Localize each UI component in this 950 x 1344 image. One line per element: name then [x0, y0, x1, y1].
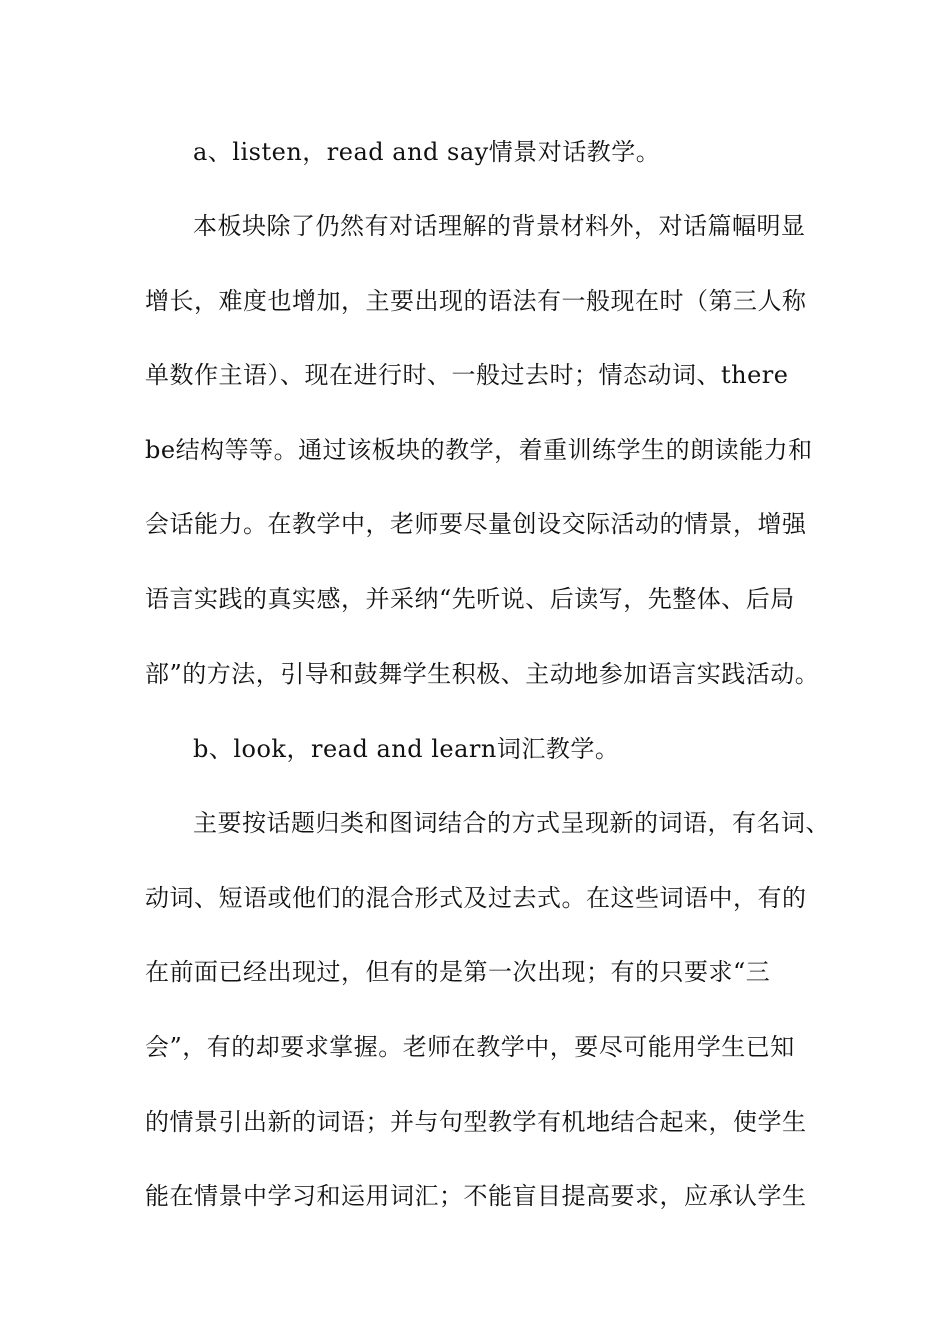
section-heading-a: a、listen，read and say情景对话教学。 — [193, 138, 661, 166]
paragraph-line: 动词、短语或他们的混合形式及过去式。在这些词语中，有的 — [145, 884, 807, 912]
section-heading-b: b、look，read and learn词汇教学。 — [193, 735, 620, 763]
paragraph-line: 能在情景中学习和运用词汇；不能盲目提高要求，应承认学生 — [145, 1182, 807, 1210]
paragraph-line: 增长，难度也增加，主要出现的语法有一般现在时（第三人称 — [145, 287, 807, 315]
paragraph-line: be结构等等。通过该板块的教学，着重训练学生的朗读能力和 — [145, 436, 813, 464]
paragraph-line: 会”，有的却要求掌握。老师在教学中，要尽可能用学生已知 — [145, 1033, 795, 1061]
paragraph-line: 主要按话题归类和图词结合的方式呈现新的词语，有名词、 — [193, 809, 830, 837]
paragraph-line: 的情景引出新的词语；并与句型教学有机地结合起来，使学生 — [145, 1108, 807, 1136]
paragraph-line: 单数作主语）、现在进行时、一般过去时；情态动词、there — [145, 361, 789, 389]
paragraph-line: 本板块除了仍然有对话理解的背景材料外，对话篇幅明显 — [193, 212, 806, 240]
paragraph-line: 语言实践的真实感，并采纳“先听说、后读写，先整体、后局 — [145, 585, 795, 613]
paragraph-line: 部”的方法，引导和鼓舞学生积极、主动地参加语言实践活动。 — [145, 660, 820, 688]
paragraph-line: 会话能力。在教学中，老师要尽量创设交际活动的情景，增强 — [145, 510, 807, 538]
paragraph-line: 在前面已经出现过，但有的是第一次出现；有的只要求“三 — [145, 958, 771, 986]
